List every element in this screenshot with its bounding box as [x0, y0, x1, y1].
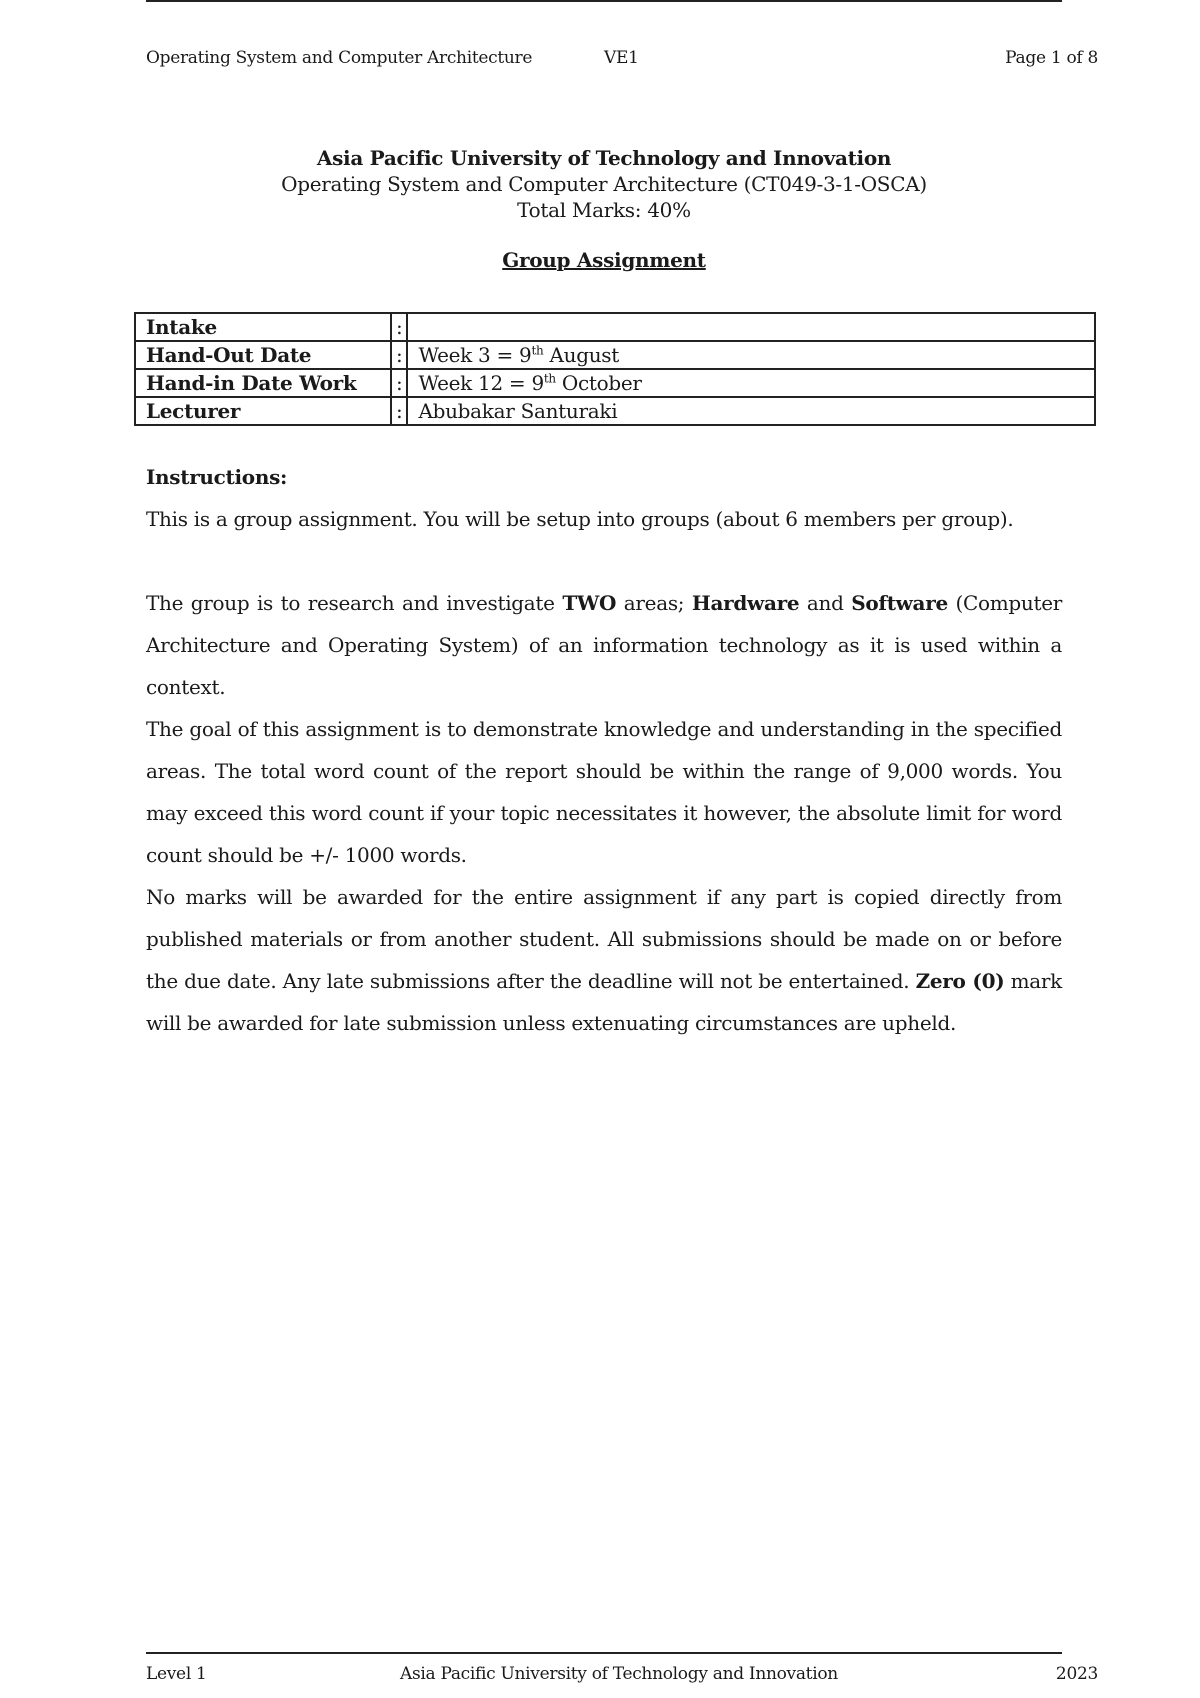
- instructions-paragraph-4: [146, 876, 1062, 1044]
- footer-level: Level 1: [146, 1664, 207, 1684]
- intake-value: [407, 313, 1095, 341]
- header-version: VE1: [604, 48, 639, 68]
- instructions-paragraph-2: [146, 582, 1062, 708]
- instructions-paragraph-1: This is a group assignment. You will be setup into groups (about 6 members per group).: [146, 507, 1014, 531]
- lecturer-value: Abubakar Santuraki: [407, 397, 1095, 425]
- handout-prefix: Week 3 = 9: [418, 343, 532, 367]
- handout-suffix: August: [543, 343, 619, 367]
- table-row-handout: [135, 341, 1095, 369]
- handin-sup: th: [543, 371, 556, 386]
- colon: :: [391, 397, 407, 425]
- handin-suffix: October: [555, 371, 642, 395]
- module-title: Operating System and Computer Architecture (CT049-3-1-OSCA): [281, 172, 927, 196]
- table-row-handin: [135, 369, 1095, 397]
- table-row-lecturer: [135, 397, 1095, 425]
- p2-text: (Computer Architecture and Operating System) of an information technology as it is used within a context.: [146, 591, 1063, 699]
- instructions-paragraph-3: The goal of this assignment is to demonstrate knowledge and understanding in the specified areas. The total word count of the report should be within the range of 9,000 words. You may exceed this word count if your topic necessitates it however, the absolute limit for word count should be +/- 1000 words.: [146, 717, 1062, 867]
- header-page-number: Page 1 of 8: [1005, 48, 1098, 68]
- footer-rule: [146, 1652, 1062, 1654]
- p2-text: areas;: [616, 591, 692, 615]
- title-block: [146, 146, 1062, 272]
- p2-bold-two: TWO: [562, 591, 617, 615]
- footer-year: 2023: [1055, 1664, 1098, 1684]
- p2-bold-software: Software: [851, 591, 948, 615]
- colon: :: [391, 341, 407, 369]
- instructions-heading: Instructions:: [146, 465, 288, 489]
- university-title: Asia Pacific University of Technology and Innovation: [316, 146, 892, 170]
- footer-university: Asia Pacific University of Technology and Innovation: [400, 1664, 838, 1684]
- lecturer-label: Lecturer: [135, 397, 391, 425]
- table-row-intake: [135, 313, 1095, 341]
- handout-label: Hand-Out Date: [135, 341, 391, 369]
- instructions-section: [146, 456, 1062, 1044]
- assignment-title: Group Assignment: [502, 248, 706, 272]
- header-top-rule: [146, 0, 1062, 2]
- p2-text: The group is to research and investigate: [146, 591, 563, 615]
- handout-sup: th: [531, 343, 544, 358]
- p2-text: and: [799, 591, 852, 615]
- handin-prefix: Week 12 = 9: [418, 371, 544, 395]
- handin-value: [407, 369, 1095, 397]
- intake-label: Intake: [135, 313, 391, 341]
- handout-value: [407, 341, 1095, 369]
- blank-line: [146, 540, 1062, 582]
- assignment-info-table: [134, 312, 1096, 426]
- header-course: Operating System and Computer Architecture: [146, 48, 533, 68]
- p4-bold-zero: Zero (0): [915, 969, 1005, 993]
- p4-text: mark will be awarded for late submission unless extenuating circumstances are upheld.: [146, 969, 1062, 1035]
- p4-text: No marks will be awarded for the entire assignment if any part is copied directly from published materials or from another student. All submissions should be made on or before the due date. Any late submissions after the deadline will not be entertained.: [146, 885, 1062, 993]
- total-marks: Total Marks: 40%: [517, 198, 691, 222]
- p2-bold-hardware: Hardware: [691, 591, 800, 615]
- colon: :: [391, 313, 407, 341]
- colon: :: [391, 369, 407, 397]
- handin-label: Hand-in Date Work: [135, 369, 391, 397]
